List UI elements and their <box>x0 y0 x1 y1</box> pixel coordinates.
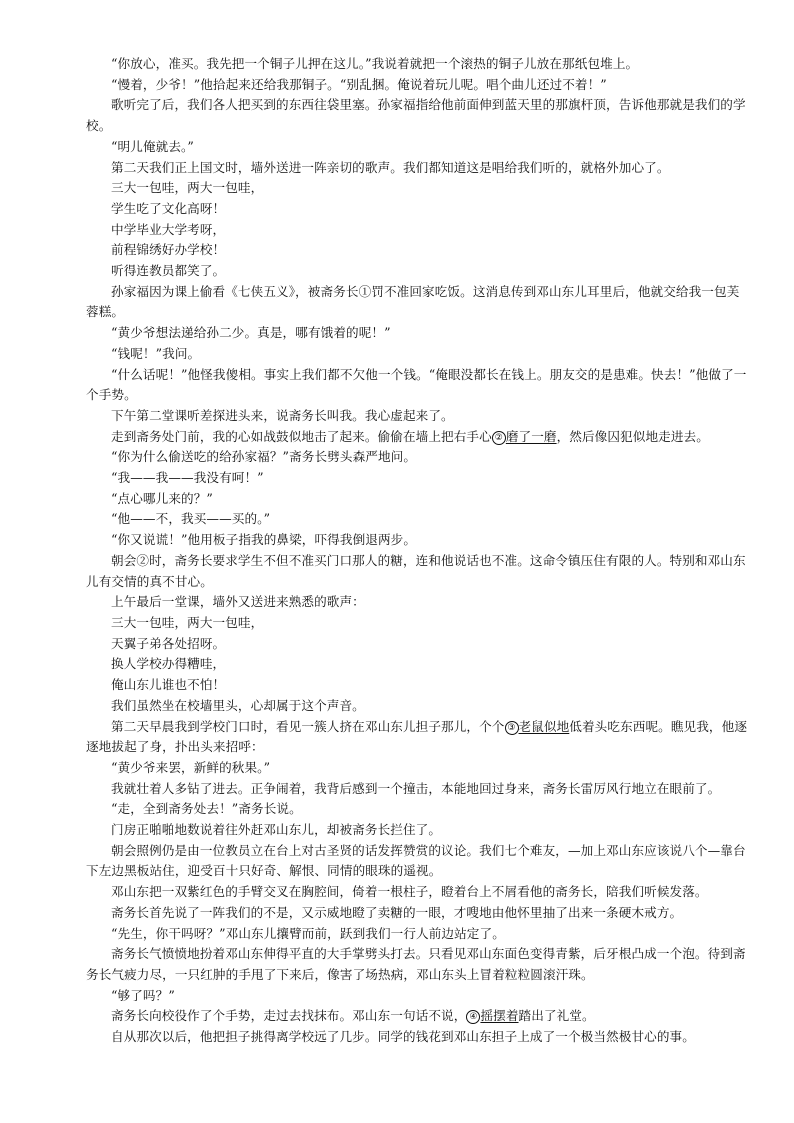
annotation-number-3: ③ <box>505 721 519 735</box>
paragraph: 邓山东把一双紫红色的手臂交叉在胸腔间，倚着一根柱子，瞪着台上不屑看他的斋务长，陪我们听候发落。 <box>111 884 708 900</box>
paragraph: “我——我——我没有呵！” <box>111 470 264 486</box>
paragraph: “什么话呢！”他怪我傻相。事实上我们都不欠他一个钱。“俺眼没都长在钱上。朋友交的是患难。快去！”他做了一个手势。 <box>86 366 747 403</box>
document-page <box>86 54 748 1048</box>
paragraph: “钱呢！”我问。 <box>111 345 201 361</box>
annotated-phrase-4: 摇摆着 <box>480 1008 519 1024</box>
paragraph: 上午最后一堂课，墙外又送进来熟悉的歌声： <box>111 594 365 610</box>
paragraph: 朝会②时，斋务长要求学生不但不准买门口那人的糖，连和他说话也不准。这命令镇压住有限的人。特别和邓山东儿有交情的真不甘心。 <box>86 552 746 589</box>
annotated-phrase-2: 磨了一磨 <box>505 428 557 444</box>
paragraph: 我就壮着人多钻了进去。正争闹着，我背后感到一个撞击，本能地回过身来，斋务长雷厉风行地立在眼前了。 <box>111 780 721 796</box>
paragraph: “先生，你干吗呀？”邓山东儿攘臂而前，跃到我们一行人前边站定了。 <box>111 925 505 941</box>
paragraph-annotated-2 <box>86 427 748 448</box>
paragraph-text: 斋务长向校役作了个手势，走过去找抹布。邓山东一句话不说， <box>111 1008 467 1024</box>
paragraph: 下午第二堂课听差探进头来，说斋务长叫我。我心虚起来了。 <box>111 407 454 423</box>
annotated-phrase-3: 老鼠似地 <box>518 718 570 734</box>
paragraph: “慢着，少爷！”他拾起来还给我那铜子。“别乱捆。俺说着玩儿呢。唱个曲儿还过不着！” <box>111 76 607 92</box>
song-line: 学生吃了文化高呀！ <box>111 200 226 216</box>
paragraph: “走，全到斋务处去！”斋务长说。 <box>111 801 302 817</box>
paragraph: “你放心，准买。我先把一个铜子儿押在这儿。”我说着就把一个滚热的铜子儿放在那纸包堆上。 <box>111 56 639 71</box>
paragraph: 斋务长气愤愤地扮着邓山东伸得平直的大手掌劈头打去。只看见邓山东面色变得青紫，后牙根凸成一个泡。待到斋务长气疲力尽，一只红肿的手甩了下来后，像害了场热病，邓山东头上冒着粒粒圆滚汗珠。 <box>86 946 746 982</box>
paragraph: “黄少爷来罢，新鲜的秋果。” <box>111 759 271 775</box>
paragraph-annotated-3 <box>86 717 748 758</box>
song-line: 三大一包哇，两大一包哇， <box>111 614 264 630</box>
paragraph: “你又说谎！”他用板子指我的鼻梁，吓得我倒退两步。 <box>111 532 417 548</box>
paragraph: “明儿俺就去。” <box>111 138 194 154</box>
song-line: 天翼子弟各处招呀。 <box>111 635 226 651</box>
song-line: 中学毕业大学考呀， <box>111 221 226 237</box>
paragraph: 歌听完了后，我们各人把买到的东西往袋里塞。孙家福指给他前面伸到蓝天里的那旗杆顶，告诉他那就是我们的学校。 <box>86 97 746 134</box>
song-line: 前程锦绣好办学校！ <box>111 242 226 258</box>
paragraph: “够了吗？” <box>111 987 175 1003</box>
paragraph: 听得连教员都笑了。 <box>111 263 226 279</box>
paragraph-text: 走到斋务处门前，我的心如战鼓似地击了起来。偷偷在墙上把右手心 <box>111 428 492 444</box>
paragraph: 我们虽然坐在校墙里头，心却属于这个声音。 <box>111 697 365 713</box>
paragraph: 孙家福因为课上偷看《七侠五义》，被斋务长①罚不准回家吃饭。这消息传到邓山东儿耳里后，他就交给我一包芙蓉糕。 <box>86 283 740 320</box>
paragraph: 门房正啪啪地数说着往外赶邓山东儿，却被斋务长拦住了。 <box>111 822 442 838</box>
paragraph: “你为什么偷送吃的给孙家福？”斋务长劈头森严地问。 <box>111 449 417 465</box>
paragraph: “黄少爷想法递给孙二少。真是，哪有饿着的呢！” <box>111 325 391 341</box>
song-line: 三大一包哇，两大一包哇， <box>111 180 264 196</box>
paragraph: 斋务长首先说了一阵我们的不是，又示威地瞪了卖糖的一眼，才嗖地由他怀里抽了出来一条硬木戒方。 <box>111 904 683 920</box>
paragraph: “点心哪儿来的？” <box>111 490 213 506</box>
paragraph: 第二天我们正上国文时，墙外送进一阵亲切的歌声。我们都知道这是唱给我们听的，就格外加心了。 <box>111 159 670 175</box>
paragraph: 朝会照例仍是由一位教员立在台上对古圣贤的话发挥赞赏的议论。我们七个难友，—加上邓山东应该说八个—靠台下左边黑板站住，迎受百十只好奇、解恨、同情的眼珠的遥视。 <box>86 842 746 879</box>
song-line: 换人学校办得糟哇， <box>111 656 226 672</box>
paragraph-text-tail: 踏出了礼堂。 <box>518 1008 595 1024</box>
annotation-number-2: ② <box>492 431 506 445</box>
paragraph-text-tail: 低着头吃东西呢。瞧见我，他逐逐地拔起了身，扑出头来招呼： <box>86 718 748 755</box>
paragraph: “他——不，我买——买的。” <box>111 511 271 527</box>
paragraph-text: 第二天早晨我到学校门口时，看见一簇人挤在邓山东儿担子那儿，个个 <box>111 718 505 734</box>
paragraph-annotated-4 <box>86 1006 748 1027</box>
annotation-number-4: ④ <box>466 1010 480 1024</box>
paragraph-text-tail: ，然后像囚犯似地走进去。 <box>556 428 709 444</box>
paragraph: 自从那次以后，他把担子挑得离学校远了几步。同学的钱花到邓山东担子上成了一个极当然极甘心的事。 <box>111 1029 695 1045</box>
song-line: 俺山东儿谁也不怕！ <box>111 677 226 693</box>
